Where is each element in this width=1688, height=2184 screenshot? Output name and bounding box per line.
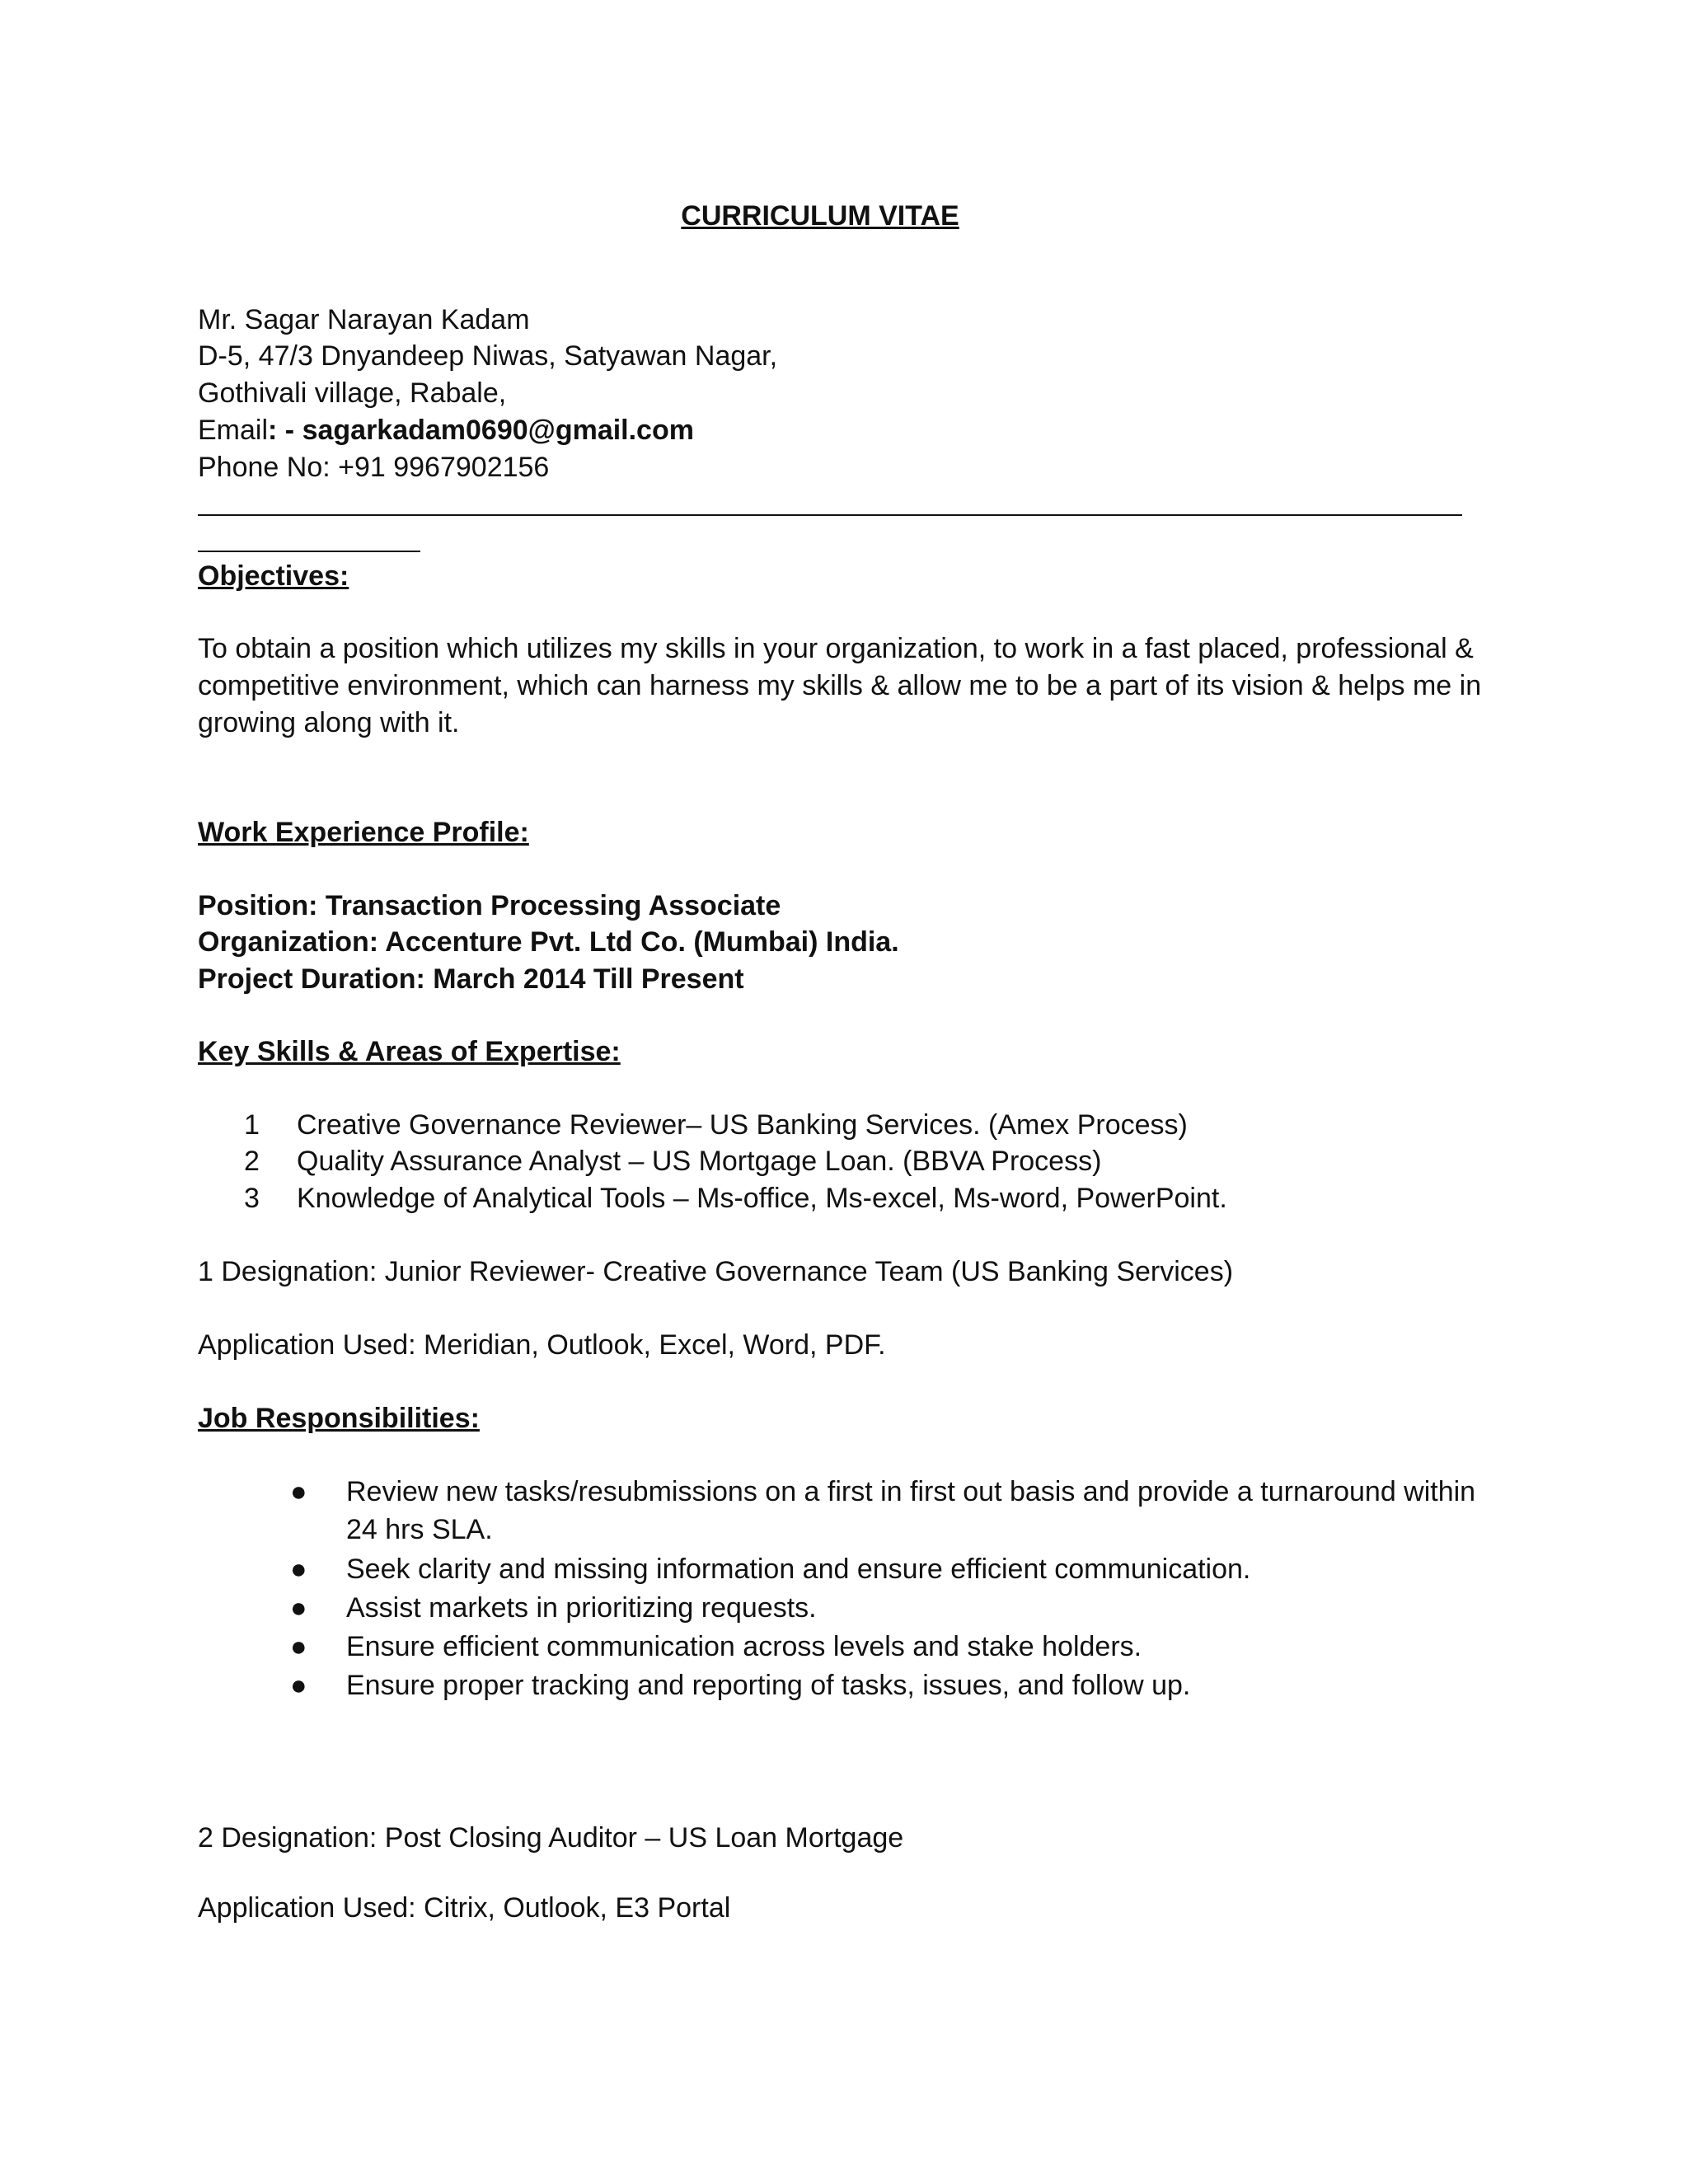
responsibility-item bbox=[290, 1473, 1489, 1549]
designation-2-title: 2 Designation: Post Closing Auditor – US Loan Mortgage bbox=[198, 1822, 904, 1854]
work-duration: Project Duration: March 2014 Till Present bbox=[198, 963, 744, 995]
contact-phone: Phone No: +91 9967902156 bbox=[198, 452, 550, 483]
skill-text: Creative Governance Reviewer– US Banking Services. (Amex Process) bbox=[297, 1109, 1188, 1141]
skill-number: 1 bbox=[244, 1109, 260, 1141]
skill-item bbox=[244, 1180, 1227, 1216]
work-position: Position: Transaction Processing Associate bbox=[198, 890, 781, 921]
responsibility-item bbox=[290, 1589, 1489, 1627]
skill-text: Knowledge of Analytical Tools – Ms-office, Ms-excel, Ms-word, PowerPoint. bbox=[297, 1183, 1227, 1214]
objectives-text: To obtain a position which utilizes my skills in your organization, to work in a fast placed, professional & competitive environment, which can harness my skills & allow me to be a part of its vision & helps me in growing along with it. bbox=[198, 633, 1482, 738]
bullet-icon: ● bbox=[290, 1592, 307, 1624]
responsibility-item bbox=[290, 1550, 1489, 1588]
responsibility-item bbox=[290, 1628, 1489, 1666]
contact-address-line2: Gothivali village, Rabale, bbox=[198, 377, 507, 409]
bullet-icon: ● bbox=[290, 1476, 307, 1507]
contact-address-line1: D-5, 47/3 Dnyandeep Niwas, Satyawan Nagar, bbox=[198, 340, 778, 372]
bullet-icon: ● bbox=[290, 1670, 307, 1701]
responsibility-text: Ensure proper tracking and reporting of tasks, issues, and follow up. bbox=[346, 1670, 1191, 1701]
responsibility-text: Assist markets in prioritizing requests. bbox=[346, 1592, 817, 1624]
responsibility-text: Review new tasks/resubmissions on a first in first out basis and provide a turnaround within 24 hrs SLA. bbox=[346, 1476, 1476, 1545]
divider-line bbox=[198, 514, 1462, 516]
key-skills-heading: Key Skills & Areas of Expertise: bbox=[198, 1036, 621, 1067]
designation-1-title: 1 Designation: Junior Reviewer- Creative Governance Team (US Banking Services) bbox=[198, 1256, 1234, 1287]
responsibility-text: Seek clarity and missing information and ensure efficient communication. bbox=[346, 1554, 1251, 1585]
email-label: Email bbox=[198, 415, 269, 446]
contact-email-row bbox=[198, 412, 694, 448]
document-title: CURRICULUM VITAE bbox=[681, 200, 959, 232]
designation-2-apps: Application Used: Citrix, Outlook, E3 Portal bbox=[198, 1892, 731, 1924]
designation-1-apps: Application Used: Meridian, Outlook, Excel, Word, PDF. bbox=[198, 1329, 886, 1361]
contact-name: Mr. Sagar Narayan Kadam bbox=[198, 304, 530, 335]
skill-number: 2 bbox=[244, 1146, 260, 1177]
work-organization: Organization: Accenture Pvt. Ltd Co. (Mumbai) India. bbox=[198, 926, 899, 958]
skill-number: 3 bbox=[244, 1183, 260, 1214]
responsibility-item bbox=[290, 1666, 1489, 1704]
work-experience-heading: Work Experience Profile: bbox=[198, 817, 529, 848]
email-address[interactable]: : - sagarkadam0690@gmail.com bbox=[268, 415, 694, 446]
skill-item bbox=[244, 1107, 1188, 1143]
bullet-icon: ● bbox=[290, 1554, 307, 1585]
divider-line-short bbox=[198, 551, 420, 552]
responsibility-text: Ensure efficient communication across levels and stake holders. bbox=[346, 1631, 1142, 1662]
skill-text: Quality Assurance Analyst – US Mortgage Loan. (BBVA Process) bbox=[297, 1146, 1102, 1177]
skill-item bbox=[244, 1143, 1101, 1179]
bullet-icon: ● bbox=[290, 1631, 307, 1662]
objectives-heading: Objectives: bbox=[198, 560, 349, 592]
job-responsibilities-heading: Job Responsibilities: bbox=[198, 1403, 480, 1434]
